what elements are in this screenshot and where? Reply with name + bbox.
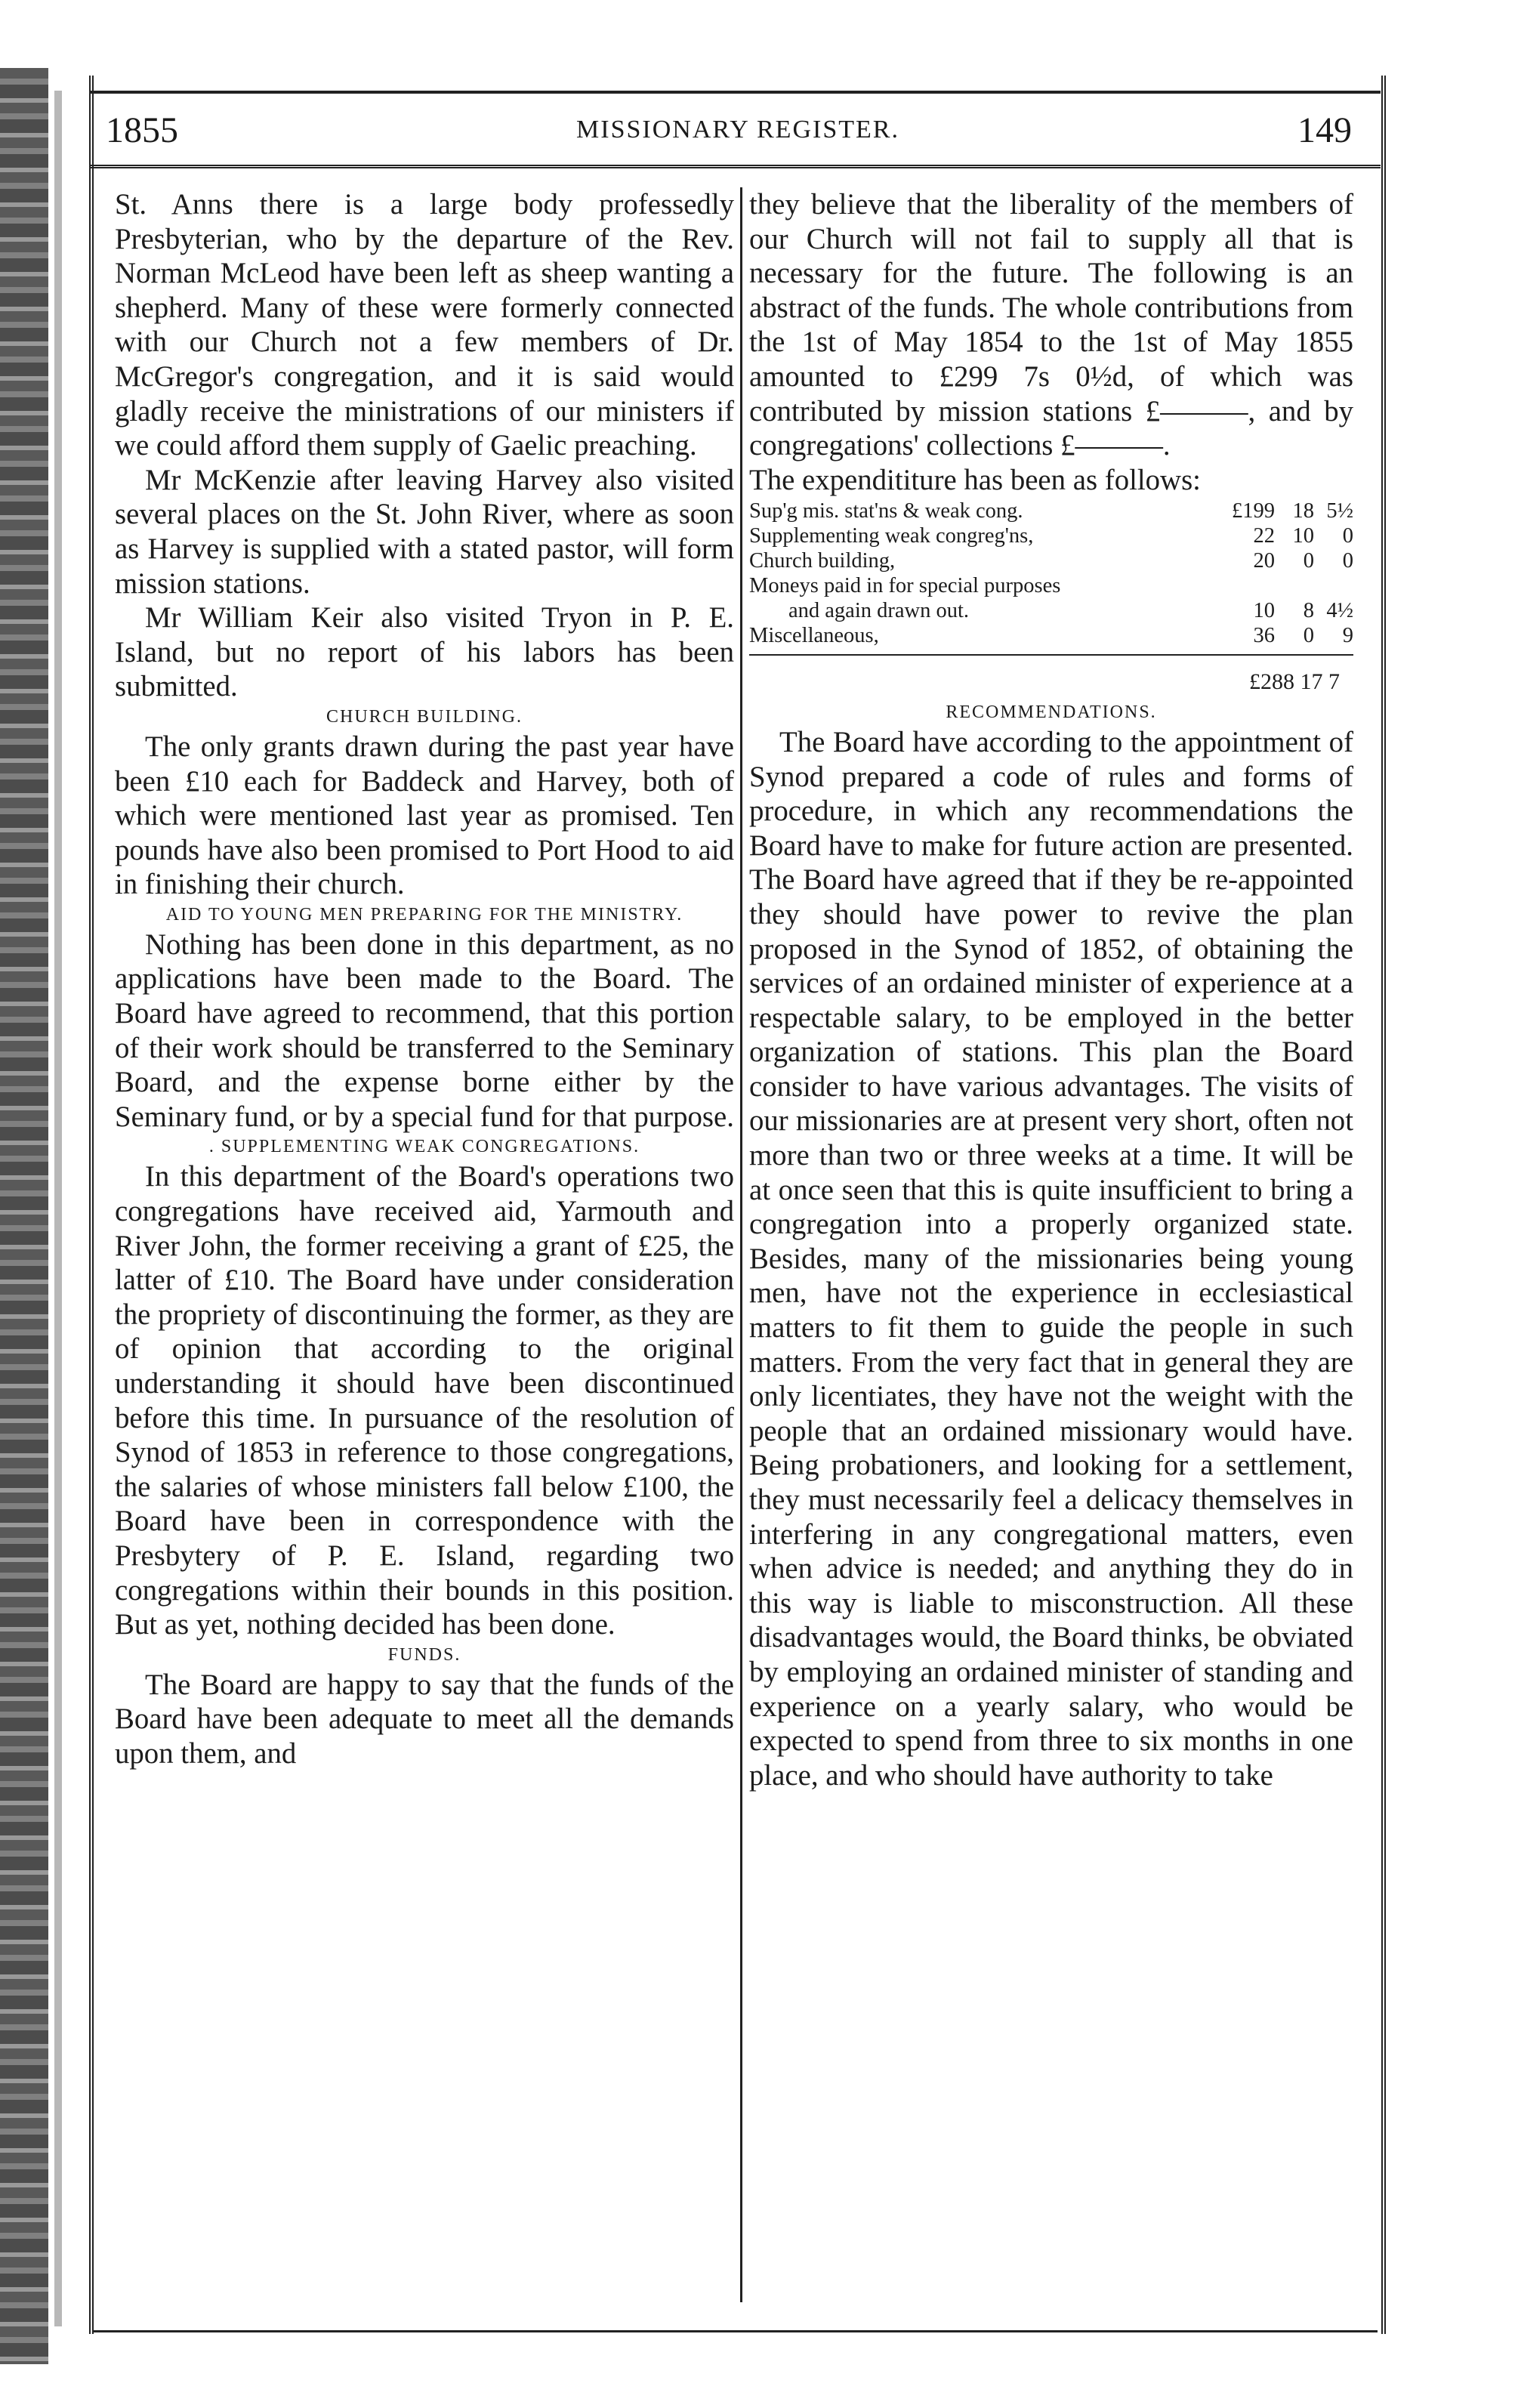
heading-funds: FUNDS. bbox=[387, 1644, 461, 1665]
header-rule-top bbox=[89, 91, 1381, 94]
expenditure-row bbox=[749, 499, 1353, 523]
expenditure-label: Supplementing weak congreg'ns, bbox=[749, 524, 1034, 548]
paragraph-keir: Mr William Keir also visited Tryon in P. E. Island, but no report of his labors has been submitted. bbox=[115, 601, 734, 703]
paragraph-liberality: they believe that the liberality of the members of our Church will not fail to supply all that is necessary for the future. The following is an abstract of the funds. The whole contributions from the 1st of May 1854 to the 1st of May 1855 amounted to £299 7s 0½d, of which was contributed by mission stations £———, and by congregations' collections £———. bbox=[749, 188, 1353, 462]
expenditure-shillings: 8 bbox=[1303, 599, 1314, 623]
expenditure-label: Church building, bbox=[749, 549, 896, 573]
expenditure-pounds: 20 bbox=[1253, 549, 1275, 573]
expenditure-row bbox=[749, 523, 1353, 548]
expenditure-label: Miscellaneous, bbox=[749, 624, 879, 648]
paragraph-aid-young-men: Nothing has been done in this department, as no applications have been made to the Board. The Board have agreed to recommend, that this portion of their work should be transferred to the Seminary Board, and the expense borne either by the Seminary fund, or by a special fund for that purpose. bbox=[115, 928, 734, 1133]
expenditure-pounds: 22 bbox=[1253, 524, 1275, 548]
expenditure-shillings: 10 bbox=[1292, 524, 1314, 548]
expenditure-pence bbox=[1314, 573, 1353, 598]
expenditure-shillings: 0 bbox=[1303, 624, 1314, 648]
paragraph-recommendations: The Board have according to the appointment of Synod prepared a code of rules and forms of procedure, in which any recommendations the Board have to make for future action are presented. The Board have agreed that if they be re-appointed they should have power to revive the plan proposed in the Synod of 1852, of obtaining the services of an ordained minister of experience at a respectable salary, to be employed in the better organization of stations. This plan the Board consider to have various advantages. The visits of our missionaries are at present very short, often not more than two or three weeks at a time. It will be at once seen that this is quite insufficient to bring a congregation into a properly organized state. Besides, many of the missionaries being young men, have not the experience in ecclesiastical matters to fit them to guide the people in such matters. From the very fact that in general they are only licentiates, they have not the weight with the people that an ordained missionary would have. Being probationers, and looking for a settlement, they must necessarily feel a delicacy themselves in interfering in any congregational matters, even when advice is needed; and anything they do in this way is liable to misconstruction. All these disadvantages would, the Board thinks, be obviated by employing an ordained minister of standing and experience on a yearly salary, who would be expected to spend from three to six months in one place, and who should have authority to take bbox=[749, 725, 1353, 1792]
expenditure-shillings bbox=[1275, 573, 1314, 598]
expenditure-row bbox=[749, 573, 1353, 598]
bottom-rule bbox=[94, 2330, 1378, 2332]
paragraph-supplementing: In this department of the Board's operations two congregations have received aid, Yarmouth and River John, the former receiving a grant of £25, the latter of £10. The Board have under consideration the propriety of discontinuing the former, as they are of opinion that according to the original understanding it should have been discontinued before this time. In pursuance of the resolution of Synod of 1853 in reference to those congregations, the salaries of whose ministers fall below £100, the Board have been in correspondence with the Presbytery of P. E. Island, regarding two congregations within their bounds in this position. But as yet, nothing decided has been done. bbox=[115, 1160, 734, 1641]
expenditure-pounds: 36 bbox=[1253, 624, 1275, 648]
expenditure-pounds bbox=[1219, 573, 1275, 598]
heading-recommendations: RECOMMENDATIONS. bbox=[946, 702, 1157, 722]
expenditure-shillings: 0 bbox=[1303, 549, 1314, 573]
expenditure-intro: The expendititure has been as follows: bbox=[749, 463, 1201, 496]
expenditure-pence: 0 bbox=[1342, 549, 1353, 573]
expenditure-shillings: 18 bbox=[1292, 499, 1314, 523]
header-year: 1855 bbox=[106, 110, 178, 150]
expenditure-label: Moneys paid in for special purposes bbox=[749, 574, 1061, 598]
header-title: MISSIONARY REGISTER. bbox=[576, 116, 899, 144]
binding-shadow bbox=[54, 91, 62, 2326]
expenditure-pounds: 10 bbox=[1253, 599, 1275, 623]
expenditure-row bbox=[749, 548, 1353, 573]
expenditure-pence: 5½ bbox=[1326, 499, 1353, 523]
column-divider bbox=[740, 187, 742, 2302]
left-column bbox=[115, 187, 734, 1771]
expenditure-row bbox=[749, 623, 1353, 648]
paragraph-st-anns: St. Anns there is a large body professedly Presbyterian, who by the departure of the Rev. Norman McLeod have been left as sheep wanting a shepherd. Many of these were formerly connected with our Church not a few members of Dr. McGregor's congregation, and it is said would gladly receive the ministrations of our ministers if we could afford them supply of Gaelic preaching. bbox=[115, 188, 734, 462]
expenditure-pounds: £199 bbox=[1232, 499, 1275, 523]
right-column bbox=[749, 187, 1353, 1792]
expenditure-row bbox=[749, 598, 1353, 623]
paragraph-church-building: The only grants drawn during the past year have been £10 each for Baddeck and Harvey, both of which were mentioned last year as promised. Ten pounds have also been promised to Port Hood to aid in finishing their church. bbox=[115, 730, 734, 901]
heading-supplementing: . SUPPLEMENTING WEAK CONGREGATIONS. bbox=[208, 1137, 640, 1157]
expenditure-table bbox=[749, 499, 1353, 648]
expenditure-pence: 9 bbox=[1342, 624, 1353, 648]
page-header bbox=[106, 100, 1352, 160]
expenditure-label: Sup'g mis. stat'ns & weak cong. bbox=[749, 499, 1023, 523]
heading-aid-young-men: AID TO YOUNG MEN PREPARING FOR THE MINISTRY. bbox=[165, 904, 683, 925]
expenditure-label: and again drawn out. bbox=[788, 599, 970, 623]
paragraph-funds: The Board are happy to say that the funds of the Board have been adequate to meet all the demands upon them, and bbox=[115, 1668, 734, 1770]
page-number: 149 bbox=[1297, 110, 1352, 150]
header-rule-bottom bbox=[89, 165, 1381, 168]
expenditure-pence: 4½ bbox=[1326, 599, 1353, 623]
paragraph-mckenzie: Mr McKenzie after leaving Harvey also visited several places on the St. John River, where as soon as Harvey is supplied with a stated pastor, will form mission stations. bbox=[115, 463, 734, 600]
binding-edge bbox=[0, 68, 48, 2364]
expenditure-total: £288 17 7 bbox=[749, 654, 1353, 699]
expenditure-pence: 0 bbox=[1342, 524, 1353, 548]
heading-church-building: CHURCH BUILDING. bbox=[326, 706, 523, 727]
